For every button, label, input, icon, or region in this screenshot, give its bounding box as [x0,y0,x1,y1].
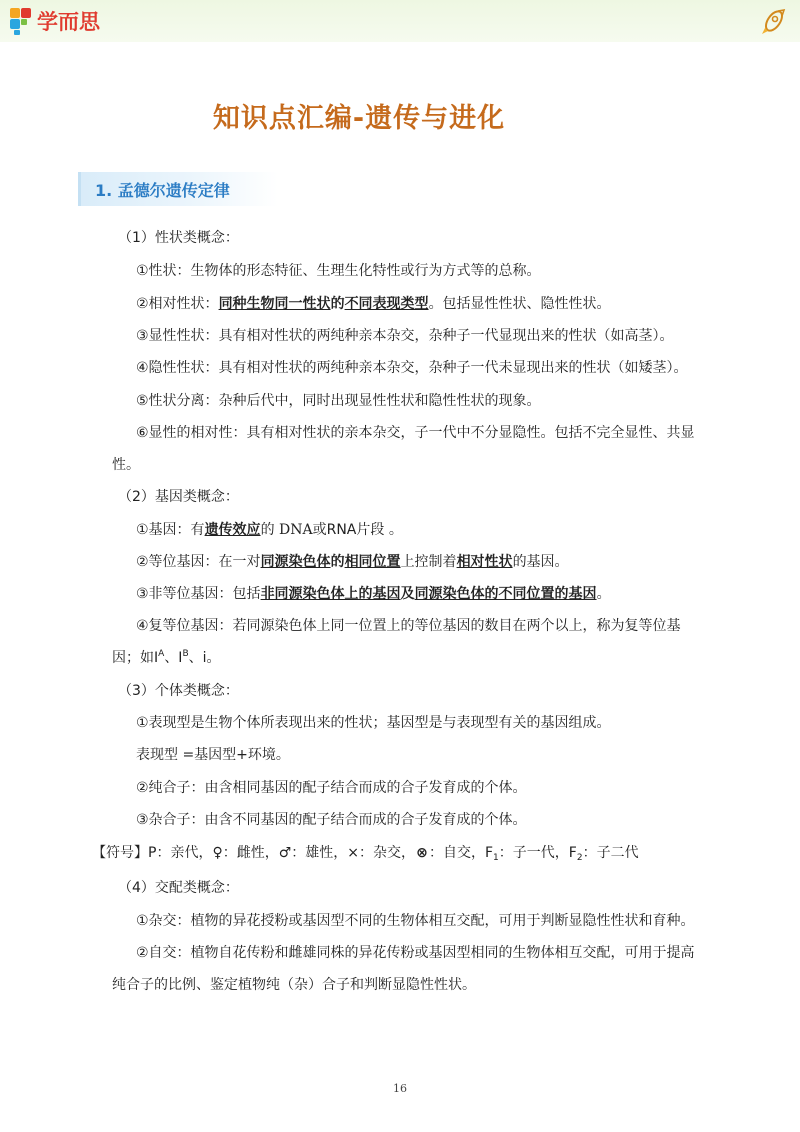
gene-concepts-heading: （2）基因类概念： [118,489,239,505]
header-bar [0,0,800,42]
mating-concepts-heading: （4）交配类概念： [118,880,239,896]
gene-item-4-sep-2: 、i。 [188,650,221,666]
self-cross-symbol-icon: ⊗ [416,845,428,861]
gene-item-3-mid: 及 [400,586,415,602]
trait-item-2-underline-2: 不同表现类型 [344,296,429,312]
individual-item-2: ②纯合子：由含相同基因的配子结合而成的合子发育成的个体。 [136,780,527,796]
rocket-icon [760,8,786,36]
gene-item-4-sep-1: 、I [164,650,183,666]
gene-item-2 [136,552,569,572]
symbols-parents: P：亲代，♀：雌性，♂：雄性，×：杂交， [148,845,415,861]
trait-item-2-suffix: 。包括显性性状、隐性性状。 [428,296,611,312]
trait-item-2-underline-1: 同种生物同一性状 [218,296,331,312]
gene-item-1-dna: 的 DNA [260,522,313,538]
gene-item-2-mid-2: 上控制着 [400,554,457,570]
gene-item-2-underline-1: 同源染色体 [260,554,331,570]
phenotype-formula: 表现型 =基因型+环境。 [136,747,290,763]
gene-item-3-prefix: ③非等位基因：包括 [136,586,261,602]
gene-item-3-suffix: 。 [596,586,611,602]
gene-item-2-prefix: ②等位基因：在一对 [136,554,261,570]
pinwheel-logo-icon [8,6,34,36]
section-banner [78,172,278,206]
trait-item-5: ⑤性状分离：杂种后代中，同时出现显性性状和隐性性状的现象。 [136,393,541,409]
symbols-f1: ：子一代，F [498,845,577,861]
gene-item-4-line-1: ④复等位基因：若同源染色体上同一位置上的等位基因的数目在两个以上，称为复等位基 [136,618,681,634]
trait-item-2-mid: 的 [330,296,345,312]
gene-item-4-line-2 [112,648,221,668]
gene-item-2-underline-2: 相同位置 [344,554,401,570]
individual-item-1: ①表现型是生物个体所表现出来的性状；基因型是与表现型有关的基因组成。 [136,715,611,731]
gene-item-2-suffix: 的基因。 [512,554,569,570]
gene-item-1-prefix: ①基因：有 [136,522,205,538]
gene-item-4-prefix: 因；如I [112,650,159,666]
gene-item-2-underline-3: 相对性状 [456,554,513,570]
trait-item-2-prefix: ②相对性状： [136,296,219,312]
gene-item-1 [136,520,403,540]
f1-subscript: 1 [493,853,499,863]
trait-concepts-heading: （1）性状类概念： [118,230,239,246]
trait-item-3: ③显性性状：具有相对性状的两纯种亲本杂交，杂种子一代显现出来的性状（如高茎）。 [136,328,674,344]
symbols-self: ：自交，F [428,845,494,861]
gene-item-3-underline-1: 非同源染色体上的基因 [260,586,401,602]
mating-item-2-line-1: ②自交：植物自花传粉和雌雄同株的异花传粉或基因型相同的生物体相互交配，可用于提高 [136,945,695,961]
allele-sup-b: B [182,649,189,659]
trait-item-6-line-1: ⑥显性的相对性：具有相对性状的亲本杂交，子一代中不分显隐性。包括不完全显性、共显 [136,425,695,441]
symbols-line [92,843,639,863]
mating-item-1: ①杂交：植物的异花授粉或基因型不同的生物体相互交配，可用于判断显隐性性状和育种。 [136,913,695,929]
page-title: 知识点汇编-遗传与进化 [212,103,506,134]
f2-subscript: 2 [576,853,583,863]
trait-item-1: ①性状：生物体的形态特征、生理生化特性或行为方式等的总称。 [136,263,541,279]
gene-item-1-suffix: 或RNA片段 。 [312,522,403,538]
allele-sup-a: A [158,649,165,659]
gene-item-2-mid-1: 的 [330,554,345,570]
logo-text: 学而思 [37,10,100,34]
gene-item-3-underline-2: 同源染色体的不同位置的基因 [414,586,597,602]
mating-item-2-line-2: 纯合子的比例、鉴定植物纯（杂）合子和判断显隐性性状。 [112,977,476,993]
page-number: 16 [393,1082,407,1095]
trait-item-6-line-2: 性。 [112,457,140,473]
trait-item-2 [136,294,611,314]
individual-item-3: ③杂合子：由含不同基因的配子结合而成的合子发育成的个体。 [136,812,527,828]
symbols-label: 【符号】 [92,845,148,861]
gene-item-1-underline: 遗传效应 [204,522,261,538]
individual-concepts-heading: （3）个体类概念： [118,683,239,699]
gene-item-3 [136,584,611,604]
trait-item-4: ④隐性性状：具有相对性状的两纯种亲本杂交，杂种子一代未显现出来的性状（如矮茎）。 [136,360,688,376]
symbols-f2: ：子二代 [582,845,639,861]
section-title: 1. 孟德尔遗传定律 [95,181,230,200]
brand-logo [8,6,100,36]
